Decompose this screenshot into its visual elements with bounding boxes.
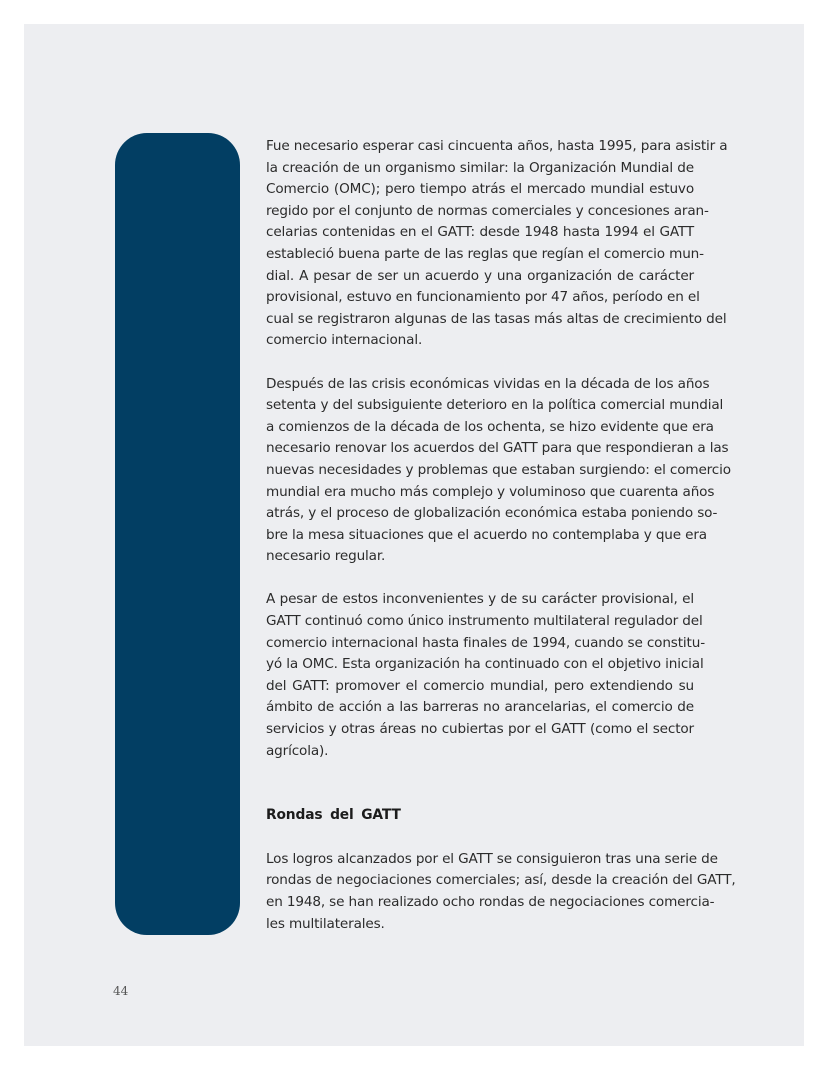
body-text-column xyxy=(266,136,736,957)
text-line: rondas de negociaciones comerciales; así, desde la creación del GATT, xyxy=(266,872,736,889)
text-line: atrás, y el proceso de globalización económica estaba poniendo so- xyxy=(266,505,718,522)
text-line: setenta y del subsiguiente deterioro en la política comercial mundial xyxy=(266,397,724,414)
section-paragraph xyxy=(266,849,736,935)
paragraph-2 xyxy=(266,374,731,568)
text-line: comercio internacional hasta finales de 1994, cuando se constitu- xyxy=(266,634,705,651)
text-line: Comercio (OMC); pero tiempo atrás el mercado mundial estuvo xyxy=(266,181,694,198)
text-line: en 1948, se han realizado ocho rondas de negociaciones comercia- xyxy=(266,894,715,910)
decorative-side-bar xyxy=(115,133,240,935)
text-line: necesario regular. xyxy=(266,548,386,565)
text-line: celarias contenidas en el GATT: desde 1948 hasta 1994 el GATT xyxy=(266,224,694,241)
text-line: agrícola). xyxy=(266,742,329,759)
text-line: necesario renovar los acuerdos del GATT para que respondieran a las xyxy=(266,440,729,457)
text-line: comercio internacional. xyxy=(266,332,423,349)
section-heading: Rondas del GATT xyxy=(266,807,401,824)
text-line: Los logros alcanzados por el GATT se consiguieron tras una serie de xyxy=(266,850,718,867)
text-line: Después de las crisis económicas vividas en la década de los años xyxy=(266,375,710,392)
text-line: provisional, estuvo en funcionamiento por 47 años, período en el xyxy=(266,289,700,306)
text-line: dial. A pesar de ser un acuerdo y una organización de carácter xyxy=(266,267,694,284)
text-line: estableció buena parte de las reglas que regían el comercio mun- xyxy=(266,245,704,262)
text-line: servicios y otras áreas no cubiertas por el GATT (como el sector xyxy=(266,721,694,738)
text-line: GATT continuó como único instrumento multilateral regulador del xyxy=(266,613,703,630)
paragraph-3 xyxy=(266,589,705,762)
text-line: a comienzos de la década de los ochenta, se hizo evidente que era xyxy=(266,418,714,435)
text-line: del GATT: promover el comercio mundial, pero extendiendo su xyxy=(266,677,694,694)
text-line: regido por el conjunto de normas comerciales y concesiones aran- xyxy=(266,202,709,219)
text-line: bre la mesa situaciones que el acuerdo no contemplaba y que era xyxy=(266,526,707,543)
text-line: ámbito de acción a las barreras no arancelarias, el comercio de xyxy=(266,699,694,716)
document-page xyxy=(24,24,804,1046)
page-number: 44 xyxy=(113,984,129,998)
text-line: mundial era mucho más complejo y voluminoso que cuarenta años xyxy=(266,483,715,500)
text-line: la creación de un organismo similar: la Organización Mundial de xyxy=(266,159,694,176)
text-line: les multilaterales. xyxy=(266,915,385,932)
text-line: nuevas necesidades y problemas que estaban surgiendo: el comercio xyxy=(266,461,731,478)
text-line: cual se registraron algunas de las tasas más altas de crecimiento del xyxy=(266,310,727,327)
text-line: yó la OMC. Esta organización ha continuado con el objetivo inicial xyxy=(266,656,704,673)
text-line: Fue necesario esperar casi cincuenta años, hasta 1995, para asistir a xyxy=(266,138,728,154)
text-line: A pesar de estos inconvenientes y de su carácter provisional, el xyxy=(266,591,694,608)
paragraph-1 xyxy=(266,136,728,352)
